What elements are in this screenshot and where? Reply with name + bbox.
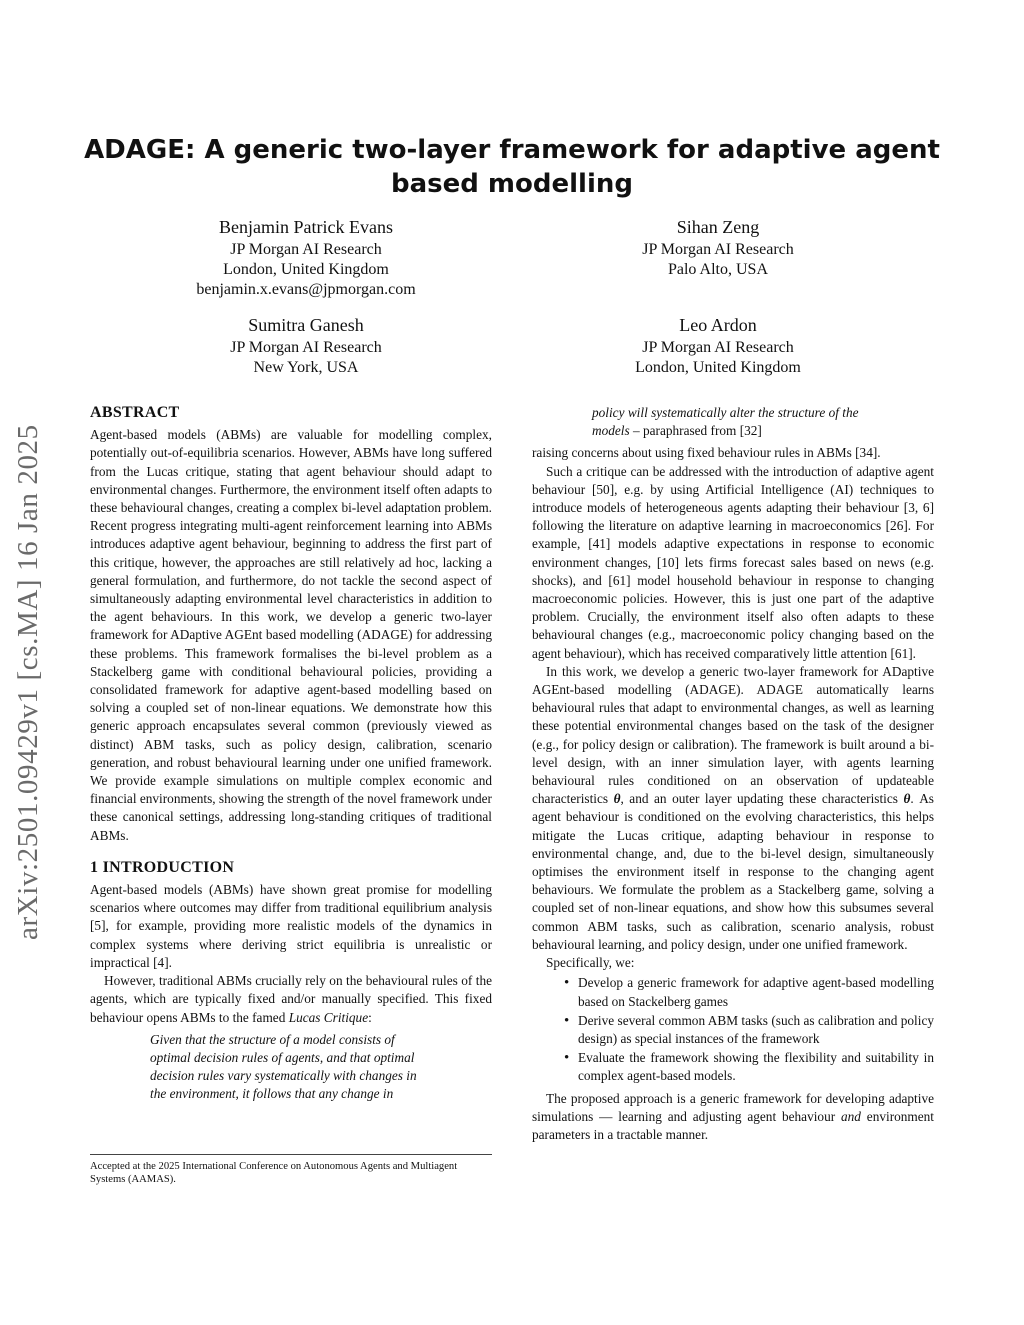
author-block-4 xyxy=(590,314,846,378)
abstract-heading: ABSTRACT xyxy=(90,404,180,421)
theta-symbol: θ xyxy=(903,791,911,807)
paragraph-text: : xyxy=(368,1009,372,1025)
right-column xyxy=(532,404,934,1144)
quote-source: – paraphrased from [32] xyxy=(629,423,762,439)
author-block-3 xyxy=(160,314,452,378)
intro-paragraph-3: raising concerns about using fixed behaviour rules in ABMs [34]. xyxy=(532,445,881,461)
list-item: • Develop a generic framework for adaptive agent-based modelling based on Stackelberg games xyxy=(578,974,934,1010)
list-item: • Derive several common ABM tasks (such as calibration and policy design) as special instances of the framework xyxy=(578,1012,934,1048)
author-location: London, United Kingdom xyxy=(635,359,801,376)
author-name: Benjamin Patrick Evans xyxy=(219,217,393,237)
author-affiliation: JP Morgan AI Research xyxy=(230,241,382,258)
author-name: Sumitra Ganesh xyxy=(248,315,364,335)
author-name: Leo Ardon xyxy=(679,315,757,335)
paper-title: ADAGE: A generic two-layer framework for adaptive agent based modelling xyxy=(84,135,940,199)
abstract-text: Agent-based models (ABMs) are valuable for modelling complex, potentially out-of-equilibria scenarios. However, ABMs have long suffered from the Lucas critique, stating that agent behaviour should adapt to environmental changes. Furthermore, the environment itself often adapts to these behavioural changes, creating a complex bi-level adaptation problem. Recent progress integrating multi-agent reinforcement learning into ABMs introduces adaptive agent behaviour, beginning to address the first part of this critique, however, the approaches are still relatively ad hoc, lacking a general formulation, and furthermore, do not tackle the second aspect of simultaneously adapting environmental level characteristics in addition to the agent behaviours. In this work, we develop a generic two-layer framework for ADaptive AGEnt based modelling (ADAGE) for addressing these problems. This framework formalises the bi-level problem as a Stackelberg game with conditional behavioural policies, providing a consolidated framework for adaptive agent-based modelling based on solving a coupled set of non-linear equations. We demonstrate how this generic approach encapsulates several common (previously viewed as distinct) ABM tasks, such as policy design, calibration, scenario generation, and robust behavioural learning under one unified framework. We provide example simulations on multiple complex economic and financial environments, showing the strength of the novel framework under these canonical settings, addressing long-standing critiques of traditional ABMs. xyxy=(90,427,492,843)
arxiv-id: arXiv:2501.09429v1 [cs.MA] 16 Jan 2025 xyxy=(12,424,44,940)
left-column xyxy=(90,404,492,1104)
author-block-1 xyxy=(160,216,452,300)
paragraph-text: The proposed approach is a generic framework for developing adaptive simulations — learning and adjusting agent behaviour xyxy=(532,1090,934,1124)
theta-symbol: θ xyxy=(613,791,621,807)
paragraph-text: However, traditional ABMs crucially rely on the behavioural rules of the agents, which are typically fixed and/or manually specified. This fixed behaviour opens ABMs to the famed xyxy=(90,973,492,1025)
lucas-critique-emphasis: Lucas Critique xyxy=(288,1009,369,1025)
paragraph-text: , and an outer layer updating these characteristics xyxy=(620,791,904,807)
block-quote-end xyxy=(532,404,934,440)
author-affiliation: JP Morgan AI Research xyxy=(230,339,382,356)
paragraph-text: environment parameters in a tractable manner. xyxy=(532,1108,935,1142)
intro-paragraph-2 xyxy=(90,972,492,1027)
author-location: New York, USA xyxy=(253,359,359,376)
emphasis: and xyxy=(841,1108,861,1124)
list-item: • Evaluate the framework showing the flexibility and suitability in complex agent-based models. xyxy=(578,1049,934,1085)
author-block-2 xyxy=(590,216,846,280)
author-affiliation: JP Morgan AI Research xyxy=(642,339,794,356)
author-location: Palo Alto, USA xyxy=(667,261,768,278)
intro-heading: 1 INTRODUCTION xyxy=(90,858,235,876)
author-location: London, United Kingdom xyxy=(223,261,389,278)
footnote: Accepted at the 2025 International Conference on Autonomous Agents and Multiagent Systems (AAMAS). xyxy=(90,1154,492,1186)
intro-paragraph-4: Such a critique can be addressed with the introduction of adaptive agent behaviour [50], e.g. by using Artificial Intelligence (AI) techniques to introduce models of heterogeneous agents adapting their behaviour [3, 6] following the literature on adaptive learning in macroeconomics [26]. For example, [41] models adaptive expectations in response to economic environment changes, [10] lets firms forecast sales based on news (e.g. shocks), and [61] model household behaviour in response to changing macroeconomic policies. However, this is just one part of the adaptive problem. Crucially, the environment itself also often adapts to these behavioural changes (e.g., macroeconomic policy changing based on the agent behaviour), which has received comparatively little attention [61]. xyxy=(532,463,934,661)
intro-paragraph-1: Agent-based models (ABMs) have shown great promise for modelling scenarios where outcomes may differ from traditional equilibrium analysis [5], for example, providing more realistic models of the dynamics in complex systems where deriving strict equilibria is unrealistic or impractical [4]. xyxy=(90,882,492,970)
contribution-list xyxy=(532,974,934,1085)
intro-paragraph-6: Specifically, we: xyxy=(546,955,635,971)
block-quote-start: Given that the structure of a model consists of optimal decision rules of agents, and that optimal decision rules vary systematically with changes in the environment, it follows that any change in xyxy=(150,1031,417,1102)
intro-paragraph-7 xyxy=(532,1090,934,1145)
paragraph-text: . As agent behaviour is conditioned on the evolving characteristics, this helps mitigate the Lucas critique, adapting behaviour in response to environmental change, and, due to the bi-level design, simultaneously optimises the environment itself in response to the changing agent behaviours. We formulate the problem as a Stackelberg game, solving a coupled set of non-linear equations, and show how this subsumes several common ABM tasks, such as calibration, scenario analysis, robust behavioural learning, and policy design, under one unified framework. xyxy=(532,791,934,952)
quote-text: policy will systematically alter the structure of the models xyxy=(592,405,859,439)
author-email[interactable]: benjamin.x.evans@jpmorgan.com xyxy=(196,281,416,298)
intro-paragraph-5 xyxy=(532,663,934,954)
author-name: Sihan Zeng xyxy=(676,217,760,237)
author-affiliation: JP Morgan AI Research xyxy=(642,241,794,258)
paragraph-text: In this work, we develop a generic two-layer framework for ADaptive AGEnt-based modelling (ADAGE). ADAGE automatically learns behavioural rules that adapt to environmental changes, as well as learning these potential environmental changes based on the task of the designer (e.g., for policy design or calibration). The framework is built around a bi-level design, with an inner simulation layer, with agents learning behavioural rules conditioned on an observation of updateable characteristics xyxy=(532,663,934,807)
